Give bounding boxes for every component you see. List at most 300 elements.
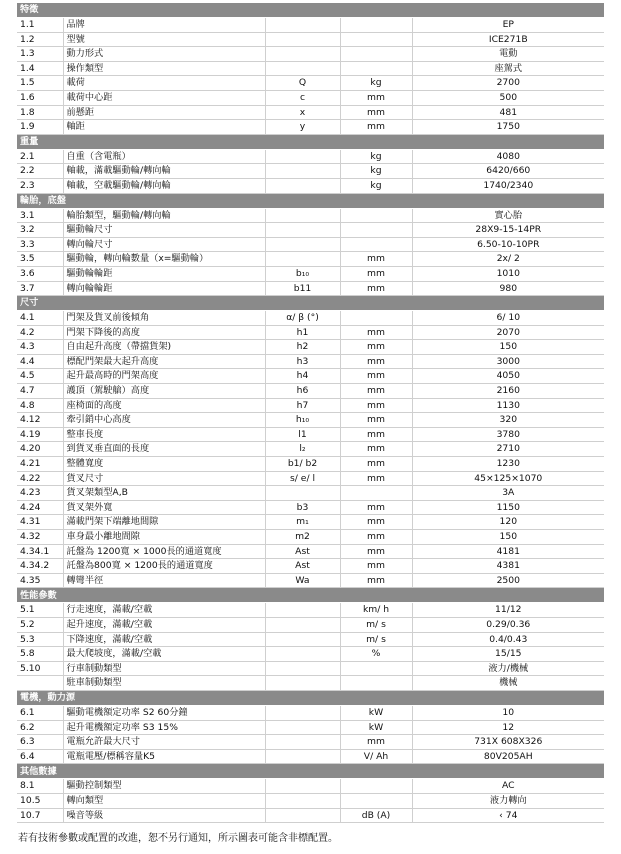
- row-number: 10.5: [17, 793, 63, 808]
- row-number: 1.8: [17, 105, 63, 120]
- row-number: 6.3: [17, 735, 63, 750]
- row-symbol: h1: [265, 325, 340, 340]
- row-symbol: [265, 178, 340, 193]
- row-number: 4.12: [17, 413, 63, 428]
- row-unit: [340, 661, 412, 676]
- row-symbol: y: [265, 120, 340, 135]
- table-row: [17, 149, 604, 164]
- table-row: [17, 427, 604, 442]
- table-row: [17, 486, 604, 501]
- row-label: 護頂（駕駛艙）高度: [63, 384, 265, 399]
- row-value: 座駕式: [412, 61, 604, 76]
- table-row: [17, 471, 604, 486]
- row-symbol: h₁₀: [265, 413, 340, 428]
- row-value: 10: [412, 705, 604, 720]
- row-label: 下降速度，滿載/空載: [63, 632, 265, 647]
- table-row: [17, 223, 604, 238]
- row-symbol: Ast: [265, 559, 340, 574]
- row-unit: m/ s: [340, 617, 412, 632]
- row-label: 驅動電機額定功率 S2 60分鐘: [63, 705, 265, 720]
- row-value: 2500: [412, 573, 604, 588]
- table-row: [17, 120, 604, 135]
- row-label: 標配門架最大起升高度: [63, 354, 265, 369]
- row-label: 軸距: [63, 120, 265, 135]
- row-label: 電瓶電壓/標稱容量K5: [63, 749, 265, 764]
- row-value: 6.50-10-10PR: [412, 237, 604, 252]
- row-symbol: [265, 603, 340, 618]
- row-unit: mm: [340, 559, 412, 574]
- row-number: 5.8: [17, 647, 63, 662]
- row-unit: [340, 47, 412, 62]
- row-symbol: h6: [265, 384, 340, 399]
- row-symbol: b₁₀: [265, 266, 340, 281]
- row-number: 1.6: [17, 90, 63, 105]
- row-value: ICE271B: [412, 32, 604, 47]
- row-label: 滿載門架下端離地間隙: [63, 515, 265, 530]
- row-unit: mm: [340, 457, 412, 472]
- row-value: 3A: [412, 486, 604, 501]
- row-number: 2.3: [17, 178, 63, 193]
- row-unit: mm: [340, 90, 412, 105]
- section-title: 性能參數: [17, 588, 604, 603]
- row-number: 5.3: [17, 632, 63, 647]
- table-row: [17, 398, 604, 413]
- row-value: 2700: [412, 76, 604, 91]
- row-unit: mm: [340, 354, 412, 369]
- row-value: 2710: [412, 442, 604, 457]
- section-header: [17, 588, 604, 603]
- table-row: [17, 720, 604, 735]
- row-label: 整體寬度: [63, 457, 265, 472]
- row-symbol: [265, 793, 340, 808]
- row-value: 液力轉向: [412, 793, 604, 808]
- section-header: [17, 193, 604, 208]
- row-unit: kg: [340, 149, 412, 164]
- row-unit: dB (A): [340, 808, 412, 823]
- row-value: 1010: [412, 266, 604, 281]
- row-symbol: [265, 18, 340, 33]
- row-label: 門架及貨叉前後傾角: [63, 311, 265, 326]
- row-label: 起升速度，滿載/空載: [63, 617, 265, 632]
- row-number: 6.1: [17, 705, 63, 720]
- row-number: 2.2: [17, 164, 63, 179]
- table-row: [17, 544, 604, 559]
- section-header: [17, 134, 604, 149]
- row-number: 1.9: [17, 120, 63, 135]
- table-row: [17, 281, 604, 296]
- row-value: 150: [412, 340, 604, 355]
- row-symbol: Ast: [265, 544, 340, 559]
- row-label: 操作類型: [63, 61, 265, 76]
- row-number: 4.4: [17, 354, 63, 369]
- row-symbol: [265, 61, 340, 76]
- row-label: 驅動輪，轉向輪數量（x=驅動輪）: [63, 252, 265, 267]
- table-row: [17, 90, 604, 105]
- row-label: 貨叉尺寸: [63, 471, 265, 486]
- row-number: 4.22: [17, 471, 63, 486]
- row-number: 4.19: [17, 427, 63, 442]
- row-label: 行走速度，滿載/空載: [63, 603, 265, 618]
- table-row: [17, 779, 604, 794]
- row-symbol: [265, 720, 340, 735]
- row-label: 到貨叉垂直面的長度: [63, 442, 265, 457]
- row-symbol: [265, 617, 340, 632]
- row-label: 起升最高時的門架高度: [63, 369, 265, 384]
- row-label: 轉向類型: [63, 793, 265, 808]
- table-row: [17, 311, 604, 326]
- table-row: [17, 676, 604, 691]
- row-number: 4.3: [17, 340, 63, 355]
- row-symbol: b11: [265, 281, 340, 296]
- row-symbol: l1: [265, 427, 340, 442]
- table-row: [17, 661, 604, 676]
- row-value: 電動: [412, 47, 604, 62]
- row-value: EP: [412, 18, 604, 33]
- row-number: 4.7: [17, 384, 63, 399]
- row-unit: [340, 32, 412, 47]
- row-symbol: l₂: [265, 442, 340, 457]
- row-symbol: b1/ b2: [265, 457, 340, 472]
- row-value: 1750: [412, 120, 604, 135]
- row-symbol: [265, 676, 340, 691]
- row-number: 4.20: [17, 442, 63, 457]
- table-row: [17, 442, 604, 457]
- row-label: 轉向輪尺寸: [63, 237, 265, 252]
- spec-table: [17, 3, 604, 823]
- spec-sheet: [17, 3, 604, 823]
- row-symbol: [265, 808, 340, 823]
- row-label: 整車長度: [63, 427, 265, 442]
- row-label: 載荷: [63, 76, 265, 91]
- row-value: ‹ 74: [412, 808, 604, 823]
- row-symbol: x: [265, 105, 340, 120]
- row-unit: mm: [340, 252, 412, 267]
- row-value: 0.4/0.43: [412, 632, 604, 647]
- row-number: 4.34.2: [17, 559, 63, 574]
- row-unit: [340, 223, 412, 238]
- row-symbol: h7: [265, 398, 340, 413]
- row-symbol: c: [265, 90, 340, 105]
- row-label: 轉彎半徑: [63, 573, 265, 588]
- table-row: [17, 237, 604, 252]
- row-symbol: [265, 661, 340, 676]
- row-value: 2070: [412, 325, 604, 340]
- row-symbol: Q: [265, 76, 340, 91]
- row-value: 1150: [412, 500, 604, 515]
- row-value: 80V205AH: [412, 749, 604, 764]
- row-unit: mm: [340, 325, 412, 340]
- row-value: 6/ 10: [412, 311, 604, 326]
- row-label: 型號: [63, 32, 265, 47]
- row-unit: [340, 208, 412, 223]
- row-label: 驅動控制類型: [63, 779, 265, 794]
- section-header: [17, 764, 604, 779]
- row-label: 最大爬坡度，滿載/空載: [63, 647, 265, 662]
- row-value: 731X 608X326: [412, 735, 604, 750]
- row-label: 軸載，空載驅動輪/轉向輪: [63, 178, 265, 193]
- row-label: 前懸距: [63, 105, 265, 120]
- row-value: 150: [412, 530, 604, 545]
- row-label: 動力形式: [63, 47, 265, 62]
- row-unit: kW: [340, 705, 412, 720]
- row-number: 4.21: [17, 457, 63, 472]
- row-unit: mm: [340, 735, 412, 750]
- row-label: 品牌: [63, 18, 265, 33]
- row-symbol: h4: [265, 369, 340, 384]
- table-row: [17, 47, 604, 62]
- row-label: 輪胎類型，驅動輪/轉向輪: [63, 208, 265, 223]
- row-unit: mm: [340, 340, 412, 355]
- table-row: [17, 208, 604, 223]
- table-row: [17, 178, 604, 193]
- row-unit: [340, 676, 412, 691]
- table-row: [17, 573, 604, 588]
- row-unit: mm: [340, 369, 412, 384]
- row-symbol: [265, 779, 340, 794]
- row-symbol: h3: [265, 354, 340, 369]
- table-row: [17, 793, 604, 808]
- row-value: 1130: [412, 398, 604, 413]
- row-number: 4.24: [17, 500, 63, 515]
- row-number: [17, 676, 63, 691]
- table-row: [17, 354, 604, 369]
- row-value: 2x/ 2: [412, 252, 604, 267]
- row-symbol: [265, 208, 340, 223]
- row-value: 4050: [412, 369, 604, 384]
- row-value: 2160: [412, 384, 604, 399]
- table-row: [17, 632, 604, 647]
- row-number: 4.2: [17, 325, 63, 340]
- row-number: 3.2: [17, 223, 63, 238]
- row-number: 4.1: [17, 311, 63, 326]
- row-label: 軸載，滿載驅動輪/轉向輪: [63, 164, 265, 179]
- row-unit: mm: [340, 398, 412, 413]
- row-number: 3.3: [17, 237, 63, 252]
- row-label: 駐車制動類型: [63, 676, 265, 691]
- row-symbol: h2: [265, 340, 340, 355]
- row-symbol: [265, 164, 340, 179]
- footnote: 若有技術參數或配置的改進，恕不另行通知，所示圖表可能含非標配置。: [18, 833, 338, 844]
- row-unit: mm: [340, 442, 412, 457]
- row-label: 驅動輪尺寸: [63, 223, 265, 238]
- row-symbol: s/ e/ l: [265, 471, 340, 486]
- row-unit: kW: [340, 720, 412, 735]
- table-row: [17, 808, 604, 823]
- row-symbol: [265, 149, 340, 164]
- row-unit: kg: [340, 76, 412, 91]
- row-unit: [340, 486, 412, 501]
- table-row: [17, 369, 604, 384]
- row-value: 6420/660: [412, 164, 604, 179]
- table-row: [17, 559, 604, 574]
- row-value: 11/12: [412, 603, 604, 618]
- row-value: 1740/2340: [412, 178, 604, 193]
- row-number: 4.23: [17, 486, 63, 501]
- row-value: 實心胎: [412, 208, 604, 223]
- row-number: 8.1: [17, 779, 63, 794]
- row-value: 4080: [412, 149, 604, 164]
- row-number: 4.8: [17, 398, 63, 413]
- row-unit: [340, 18, 412, 33]
- row-label: 噪音等級: [63, 808, 265, 823]
- row-label: 車身最小離地間隙: [63, 530, 265, 545]
- row-symbol: [265, 632, 340, 647]
- row-label: 驅動輪輪距: [63, 266, 265, 281]
- row-number: 1.1: [17, 18, 63, 33]
- table-row: [17, 105, 604, 120]
- row-unit: [340, 793, 412, 808]
- row-symbol: [265, 47, 340, 62]
- row-number: 4.35: [17, 573, 63, 588]
- section-header: [17, 3, 604, 18]
- table-row: [17, 340, 604, 355]
- row-label: 起升電機額定功率 S3 15%: [63, 720, 265, 735]
- row-value: 液力/機械: [412, 661, 604, 676]
- row-unit: kg: [340, 178, 412, 193]
- row-unit: m/ s: [340, 632, 412, 647]
- row-value: 500: [412, 90, 604, 105]
- row-unit: mm: [340, 471, 412, 486]
- row-value: 980: [412, 281, 604, 296]
- row-number: 2.1: [17, 149, 63, 164]
- row-number: 1.3: [17, 47, 63, 62]
- table-row: [17, 515, 604, 530]
- row-unit: [340, 61, 412, 76]
- table-row: [17, 457, 604, 472]
- row-symbol: [265, 32, 340, 47]
- row-unit: [340, 779, 412, 794]
- section-title: 輪胎，底盤: [17, 193, 604, 208]
- row-number: 10.7: [17, 808, 63, 823]
- row-unit: mm: [340, 544, 412, 559]
- row-unit: mm: [340, 573, 412, 588]
- row-unit: %: [340, 647, 412, 662]
- row-label: 貨叉架外寬: [63, 500, 265, 515]
- row-symbol: Wa: [265, 573, 340, 588]
- table-row: [17, 705, 604, 720]
- row-number: 5.2: [17, 617, 63, 632]
- section-title: 電機，動力源: [17, 690, 604, 705]
- row-symbol: [265, 749, 340, 764]
- table-row: [17, 76, 604, 91]
- row-unit: mm: [340, 515, 412, 530]
- row-symbol: [265, 647, 340, 662]
- table-row: [17, 530, 604, 545]
- row-symbol: [265, 252, 340, 267]
- row-value: 481: [412, 105, 604, 120]
- section-title: 其他數據: [17, 764, 604, 779]
- row-unit: mm: [340, 266, 412, 281]
- row-number: 5.10: [17, 661, 63, 676]
- row-unit: [340, 237, 412, 252]
- row-value: AC: [412, 779, 604, 794]
- row-label: 載荷中心距: [63, 90, 265, 105]
- row-value: 320: [412, 413, 604, 428]
- row-number: 1.4: [17, 61, 63, 76]
- row-unit: mm: [340, 105, 412, 120]
- section-title: 尺寸: [17, 296, 604, 311]
- table-row: [17, 617, 604, 632]
- row-unit: mm: [340, 384, 412, 399]
- section-title: 重量: [17, 134, 604, 149]
- row-symbol: b3: [265, 500, 340, 515]
- table-row: [17, 603, 604, 618]
- row-value: 1230: [412, 457, 604, 472]
- table-row: [17, 749, 604, 764]
- row-label: 行車制動類型: [63, 661, 265, 676]
- row-value: 機械: [412, 676, 604, 691]
- row-value: 3780: [412, 427, 604, 442]
- section-title: 特徵: [17, 3, 604, 18]
- row-value: 4381: [412, 559, 604, 574]
- row-value: 3000: [412, 354, 604, 369]
- row-number: 1.5: [17, 76, 63, 91]
- row-label: 轉向輪輪距: [63, 281, 265, 296]
- row-number: 3.1: [17, 208, 63, 223]
- row-label: 電瓶允許最大尺寸: [63, 735, 265, 750]
- table-row: [17, 266, 604, 281]
- row-value: 4181: [412, 544, 604, 559]
- row-unit: kg: [340, 164, 412, 179]
- row-number: 6.4: [17, 749, 63, 764]
- row-label: 託盤為800寬 × 1200長的通道寬度: [63, 559, 265, 574]
- row-number: 4.31: [17, 515, 63, 530]
- row-number: 3.5: [17, 252, 63, 267]
- table-row: [17, 61, 604, 76]
- row-label: 座椅面的高度: [63, 398, 265, 413]
- row-symbol: [265, 735, 340, 750]
- row-unit: [340, 311, 412, 326]
- row-label: 自由起升高度（帶擋貨架): [63, 340, 265, 355]
- row-number: 4.32: [17, 530, 63, 545]
- row-value: 28X9-15-14PR: [412, 223, 604, 238]
- table-row: [17, 500, 604, 515]
- table-row: [17, 413, 604, 428]
- row-unit: mm: [340, 500, 412, 515]
- row-unit: mm: [340, 413, 412, 428]
- row-unit: mm: [340, 120, 412, 135]
- table-row: [17, 647, 604, 662]
- section-header: [17, 296, 604, 311]
- section-header: [17, 690, 604, 705]
- row-number: 4.5: [17, 369, 63, 384]
- row-symbol: m₁: [265, 515, 340, 530]
- row-unit: mm: [340, 427, 412, 442]
- row-number: 1.2: [17, 32, 63, 47]
- row-number: 5.1: [17, 603, 63, 618]
- row-symbol: [265, 486, 340, 501]
- row-number: 3.7: [17, 281, 63, 296]
- row-label: 門架下降後的高度: [63, 325, 265, 340]
- row-value: 45×125×1070: [412, 471, 604, 486]
- row-symbol: [265, 237, 340, 252]
- row-value: 120: [412, 515, 604, 530]
- row-number: 4.34.1: [17, 544, 63, 559]
- row-number: 6.2: [17, 720, 63, 735]
- row-unit: mm: [340, 281, 412, 296]
- row-label: 牽引銷中心高度: [63, 413, 265, 428]
- row-symbol: [265, 705, 340, 720]
- row-label: 貨叉架類型A,B: [63, 486, 265, 501]
- row-label: 自重（含電瓶）: [63, 149, 265, 164]
- table-row: [17, 384, 604, 399]
- table-row: [17, 252, 604, 267]
- row-value: 0.29/0.36: [412, 617, 604, 632]
- row-number: 3.6: [17, 266, 63, 281]
- table-row: [17, 18, 604, 33]
- row-unit: km/ h: [340, 603, 412, 618]
- row-label: 託盤為 1200寬 × 1000長的通道寬度: [63, 544, 265, 559]
